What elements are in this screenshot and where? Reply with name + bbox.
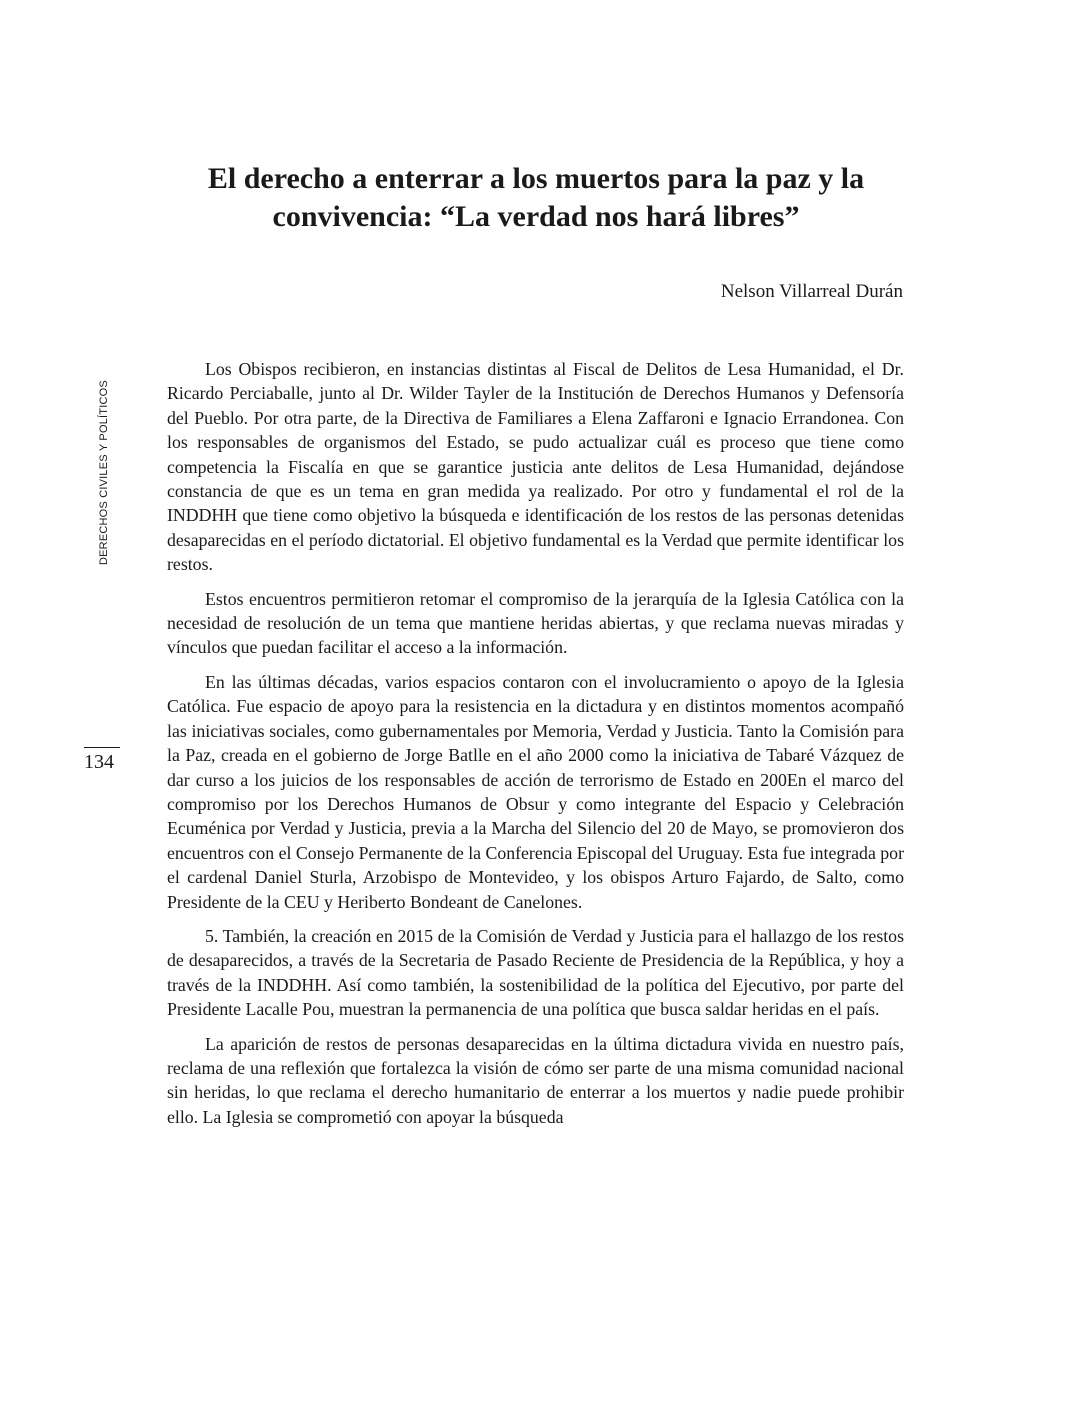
page-number: 134 — [84, 751, 114, 773]
article-body — [167, 357, 904, 1139]
section-side-label-text: DERECHOS CIVILES Y POLÍTICOS — [98, 380, 110, 565]
section-side-label — [85, 370, 125, 565]
body-paragraph: En las últimas décadas, varios espacios contaron con el involucramiento o apoyo de la Iglesia Católica. Fue espacio de apoyo para la resistencia en la dictadura y en distintos momentos acompañó las iniciativas sociales, como gubernamentales por Memoria, Verdad y Justicia. Tanto la Comisión para la Paz, creada en el gobierno de Jorge Batlle en el año 2000 como la iniciativa de Tabaré Vázquez de dar curso a los juicios de los responsables de acción de terrorismo de Estado en 200En el marco del compromiso por los Derechos Humanos de Obsur y como integrante del Espacio y Celebración Ecuménica por Verdad y Justicia, previa a la Marcha del Silencio del 20 de Mayo, se promovieron dos encuentros con el Consejo Permanente de la Conferencia Episcopal del Uruguay. Esta fue integrada por el cardenal Daniel Sturla, Arzobispo de Montevideo, y los obispos Arturo Fajardo, de Salto, como Presidente de la CEU y Heriberto Bondeant de Canelones. — [167, 671, 904, 912]
article-title-line-1: El derecho a enterrar a los muertos para la paz y la — [207, 162, 865, 195]
body-paragraph: Estos encuentros permitieron retomar el compromiso de la jerarquía de la Iglesia Católica con la necesidad de resolución de un tema que mantiene heridas abiertas, y que reclama nuevas miradas y vínculos que puedan facilitar el acceso a la información. — [167, 588, 904, 658]
body-paragraph: Los Obispos recibieron, en instancias distintas al Fiscal de Delitos de Lesa Humanidad, el Dr. Ricardo Perciaballe, junto al Dr. Wilder Tayler de la Institución de Derechos Humanos y Defensoría del Pueblo. Por otra parte, de la Directiva de Familiares a Elena Zaffaroni e Ignacio Errandonea. Con los responsables de organismos del Estado, se pudo actualizar cuál es proceso que tiene como competencia la Fiscalía en que se garantice justicia ante delitos de Lesa Humanidad, dejándose constancia de que es un tema en gran medida ya realizado. Por otro y fundamental el rol de la INDDHH que tiene como objetivo la búsqueda e identificación de los restos de las personas detenidas desaparecidas en el período dictatorial. El objetivo fundamental es la Verdad que permite identificar los restos. — [167, 359, 904, 575]
page-number-rule — [84, 747, 120, 748]
body-paragraph: La aparición de restos de personas desaparecidas en la última dictadura vivida en nuestro país, reclama de una reflexión que fortalezca la visión de cómo ser parte de una misma comunidad nacional sin heridas, lo que reclama el derecho humanitario de enterrar a los muertos y nadie puede prohibir ello. La Iglesia se comprometió con apoyar la búsqueda — [167, 1033, 904, 1127]
article-title-line-2: convivencia: “La verdad nos hará libres” — [272, 200, 800, 233]
article-author: Nelson Villarreal Durán — [720, 281, 903, 302]
body-paragraph: 5. También, la creación en 2015 de la Comisión de Verdad y Justicia para el hallazgo de los restos de desaparecidos, a través de la Secretaria de Pasado Reciente de Presidencia de la República, y hoy a través de la INDDHH. Así como también, la sostenibilidad de la política del Ejecutivo, por parte del Presidente Lacalle Pou, muestran la permanencia de una política que busca saldar heridas en el país. — [167, 925, 904, 1020]
article-title — [150, 160, 922, 236]
